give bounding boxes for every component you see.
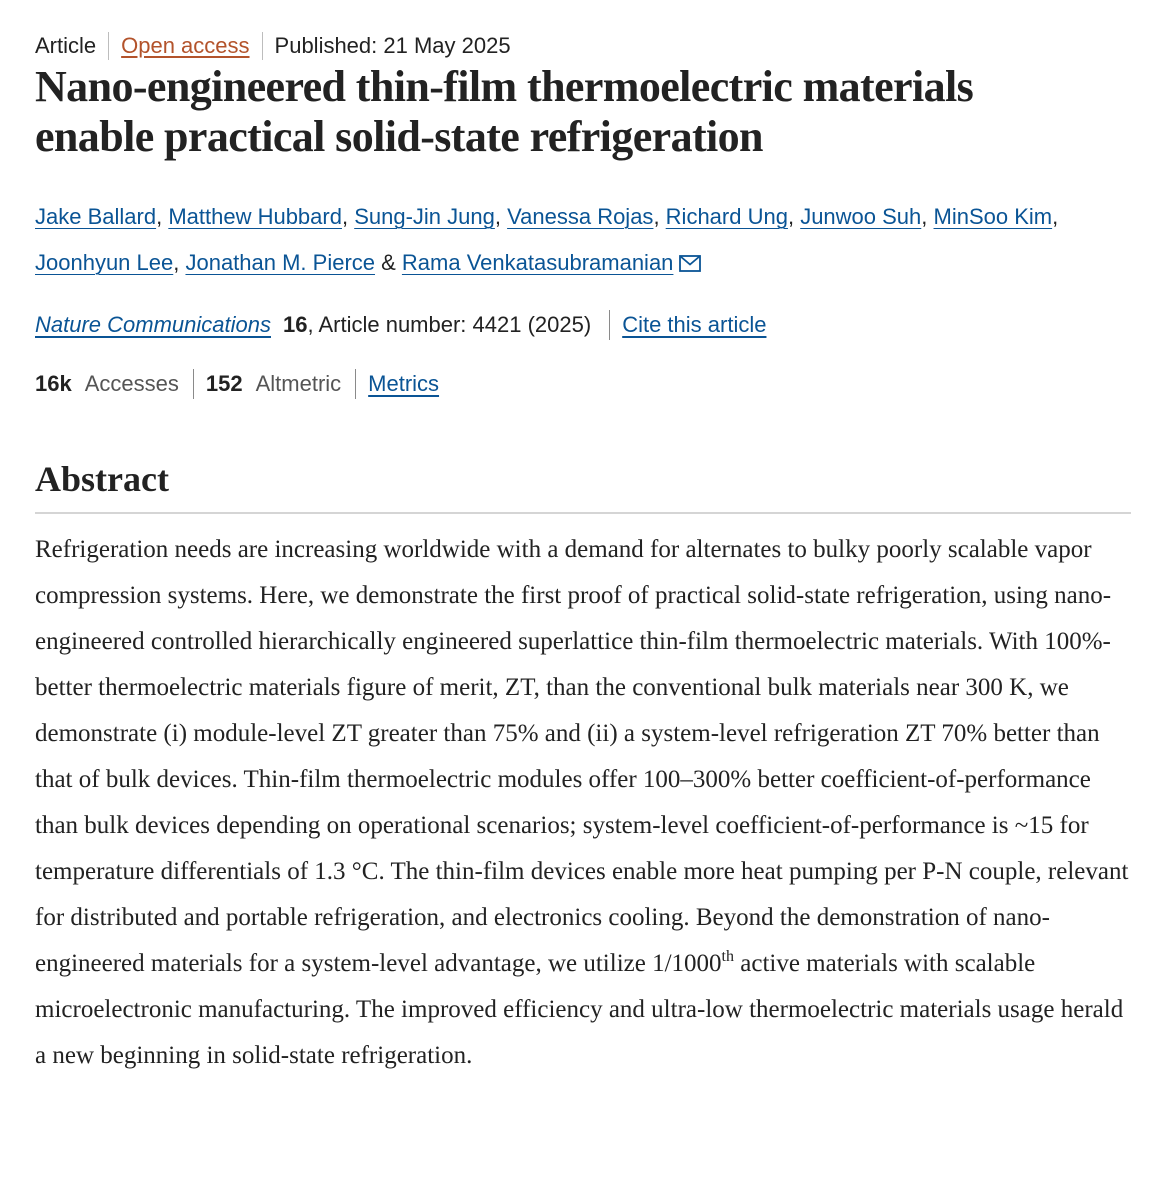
abstract-text-part-1: Refrigeration needs are increasing worldwide with a demand for alternates to bulky poorly scalable vapor compression systems. Here, we demonstrate the first proof of practical solid-state refrigeration, using nano-engineered controlled hierarchically engineered superlattice thin-film thermoelectric materials. With 100%-better thermoelectric materials figure of merit, ZT, than the conventional bulk materials near 300 K, we demonstrate (i) module-level ZT greater than 75% and (ii) a system-level refrigeration ZT 70% better than that of bulk devices. Thin-film thermoelectric modules offer 100–300% better coefficient-of-performance than bulk devices depending on operational scenarios; system-level coefficient-of-performance is ~15 for temperature differentials of 1.3 °C. The thin-film devices enable more heat pumping per P-N couple, relevant for distributed and portable refrigeration, and electronics cooling. Beyond the demonstration of nano-engineered materials for a system-level advantage, we utilize 1/1000 — [35, 536, 1129, 977]
author-separator: , — [653, 204, 666, 229]
author-separator: , — [341, 204, 355, 229]
cite-this-article-link[interactable]: Cite this article — [622, 312, 767, 337]
author-separator-ampersand: & — [375, 250, 402, 275]
journal-divider — [609, 310, 610, 340]
author-list — [35, 194, 1135, 288]
author-link[interactable]: Sung-Jin Jung — [354, 204, 495, 229]
accesses-label: Accesses — [84, 371, 179, 396]
meta-divider — [108, 32, 109, 60]
author-separator: , — [1052, 204, 1059, 229]
author-separator: , — [921, 204, 934, 229]
author-link[interactable]: Matthew Hubbard — [168, 204, 342, 229]
abstract-heading: Abstract — [35, 459, 169, 499]
corresponding-author-link[interactable]: Rama Venkatasubramanian — [401, 250, 674, 275]
journal-info-row — [35, 308, 766, 342]
altmetric-label: Altmetric — [255, 371, 342, 396]
article-meta-row — [35, 30, 511, 62]
author-link[interactable]: Vanessa Rojas — [507, 204, 654, 229]
author-link[interactable]: MinSoo Kim — [933, 204, 1053, 229]
author-separator: , — [787, 204, 801, 229]
author-link[interactable]: Jake Ballard — [35, 204, 157, 229]
accesses-count: 16k — [35, 371, 72, 396]
metrics-divider — [355, 369, 356, 399]
article-title-line-1: Nano-engineered thin-film thermoelectric materials — [35, 62, 974, 111]
author-link[interactable]: Joonhyun Lee — [35, 250, 174, 275]
author-link[interactable]: Richard Ung — [665, 204, 788, 229]
abstract-text-part-2: active materials with scalable microelectronic manufacturing. The improved efficiency and ultra-low thermoelectric materials usage herald a new beginning in solid-state refrigeration. — [35, 950, 1124, 1069]
open-access-link[interactable]: Open access — [121, 33, 250, 58]
article-number: , Article number: 4421 (2025) — [307, 312, 592, 337]
article-title-line-2: enable practical solid-state refrigeration — [35, 112, 763, 161]
metrics-link[interactable]: Metrics — [368, 371, 440, 396]
article-type: Article — [35, 33, 97, 58]
author-separator: , — [156, 204, 169, 229]
article-title — [35, 62, 1135, 162]
abstract-divider — [35, 512, 1131, 514]
author-link[interactable]: Junwoo Suh — [800, 204, 922, 229]
meta-divider — [262, 32, 263, 60]
abstract-superscript: th — [721, 948, 734, 965]
author-separator: , — [494, 204, 508, 229]
journal-name-link[interactable]: Nature Communications — [35, 312, 271, 337]
journal-volume: 16 — [282, 312, 308, 337]
author-link[interactable]: Jonathan M. Pierce — [185, 250, 376, 275]
mail-icon[interactable] — [679, 242, 701, 288]
published-date: Published: 21 May 2025 — [274, 33, 511, 58]
metrics-divider — [193, 369, 194, 399]
altmetric-count: 152 — [205, 371, 243, 396]
abstract-text — [35, 527, 1135, 1079]
author-separator: , — [173, 250, 186, 275]
metrics-row — [35, 367, 439, 401]
